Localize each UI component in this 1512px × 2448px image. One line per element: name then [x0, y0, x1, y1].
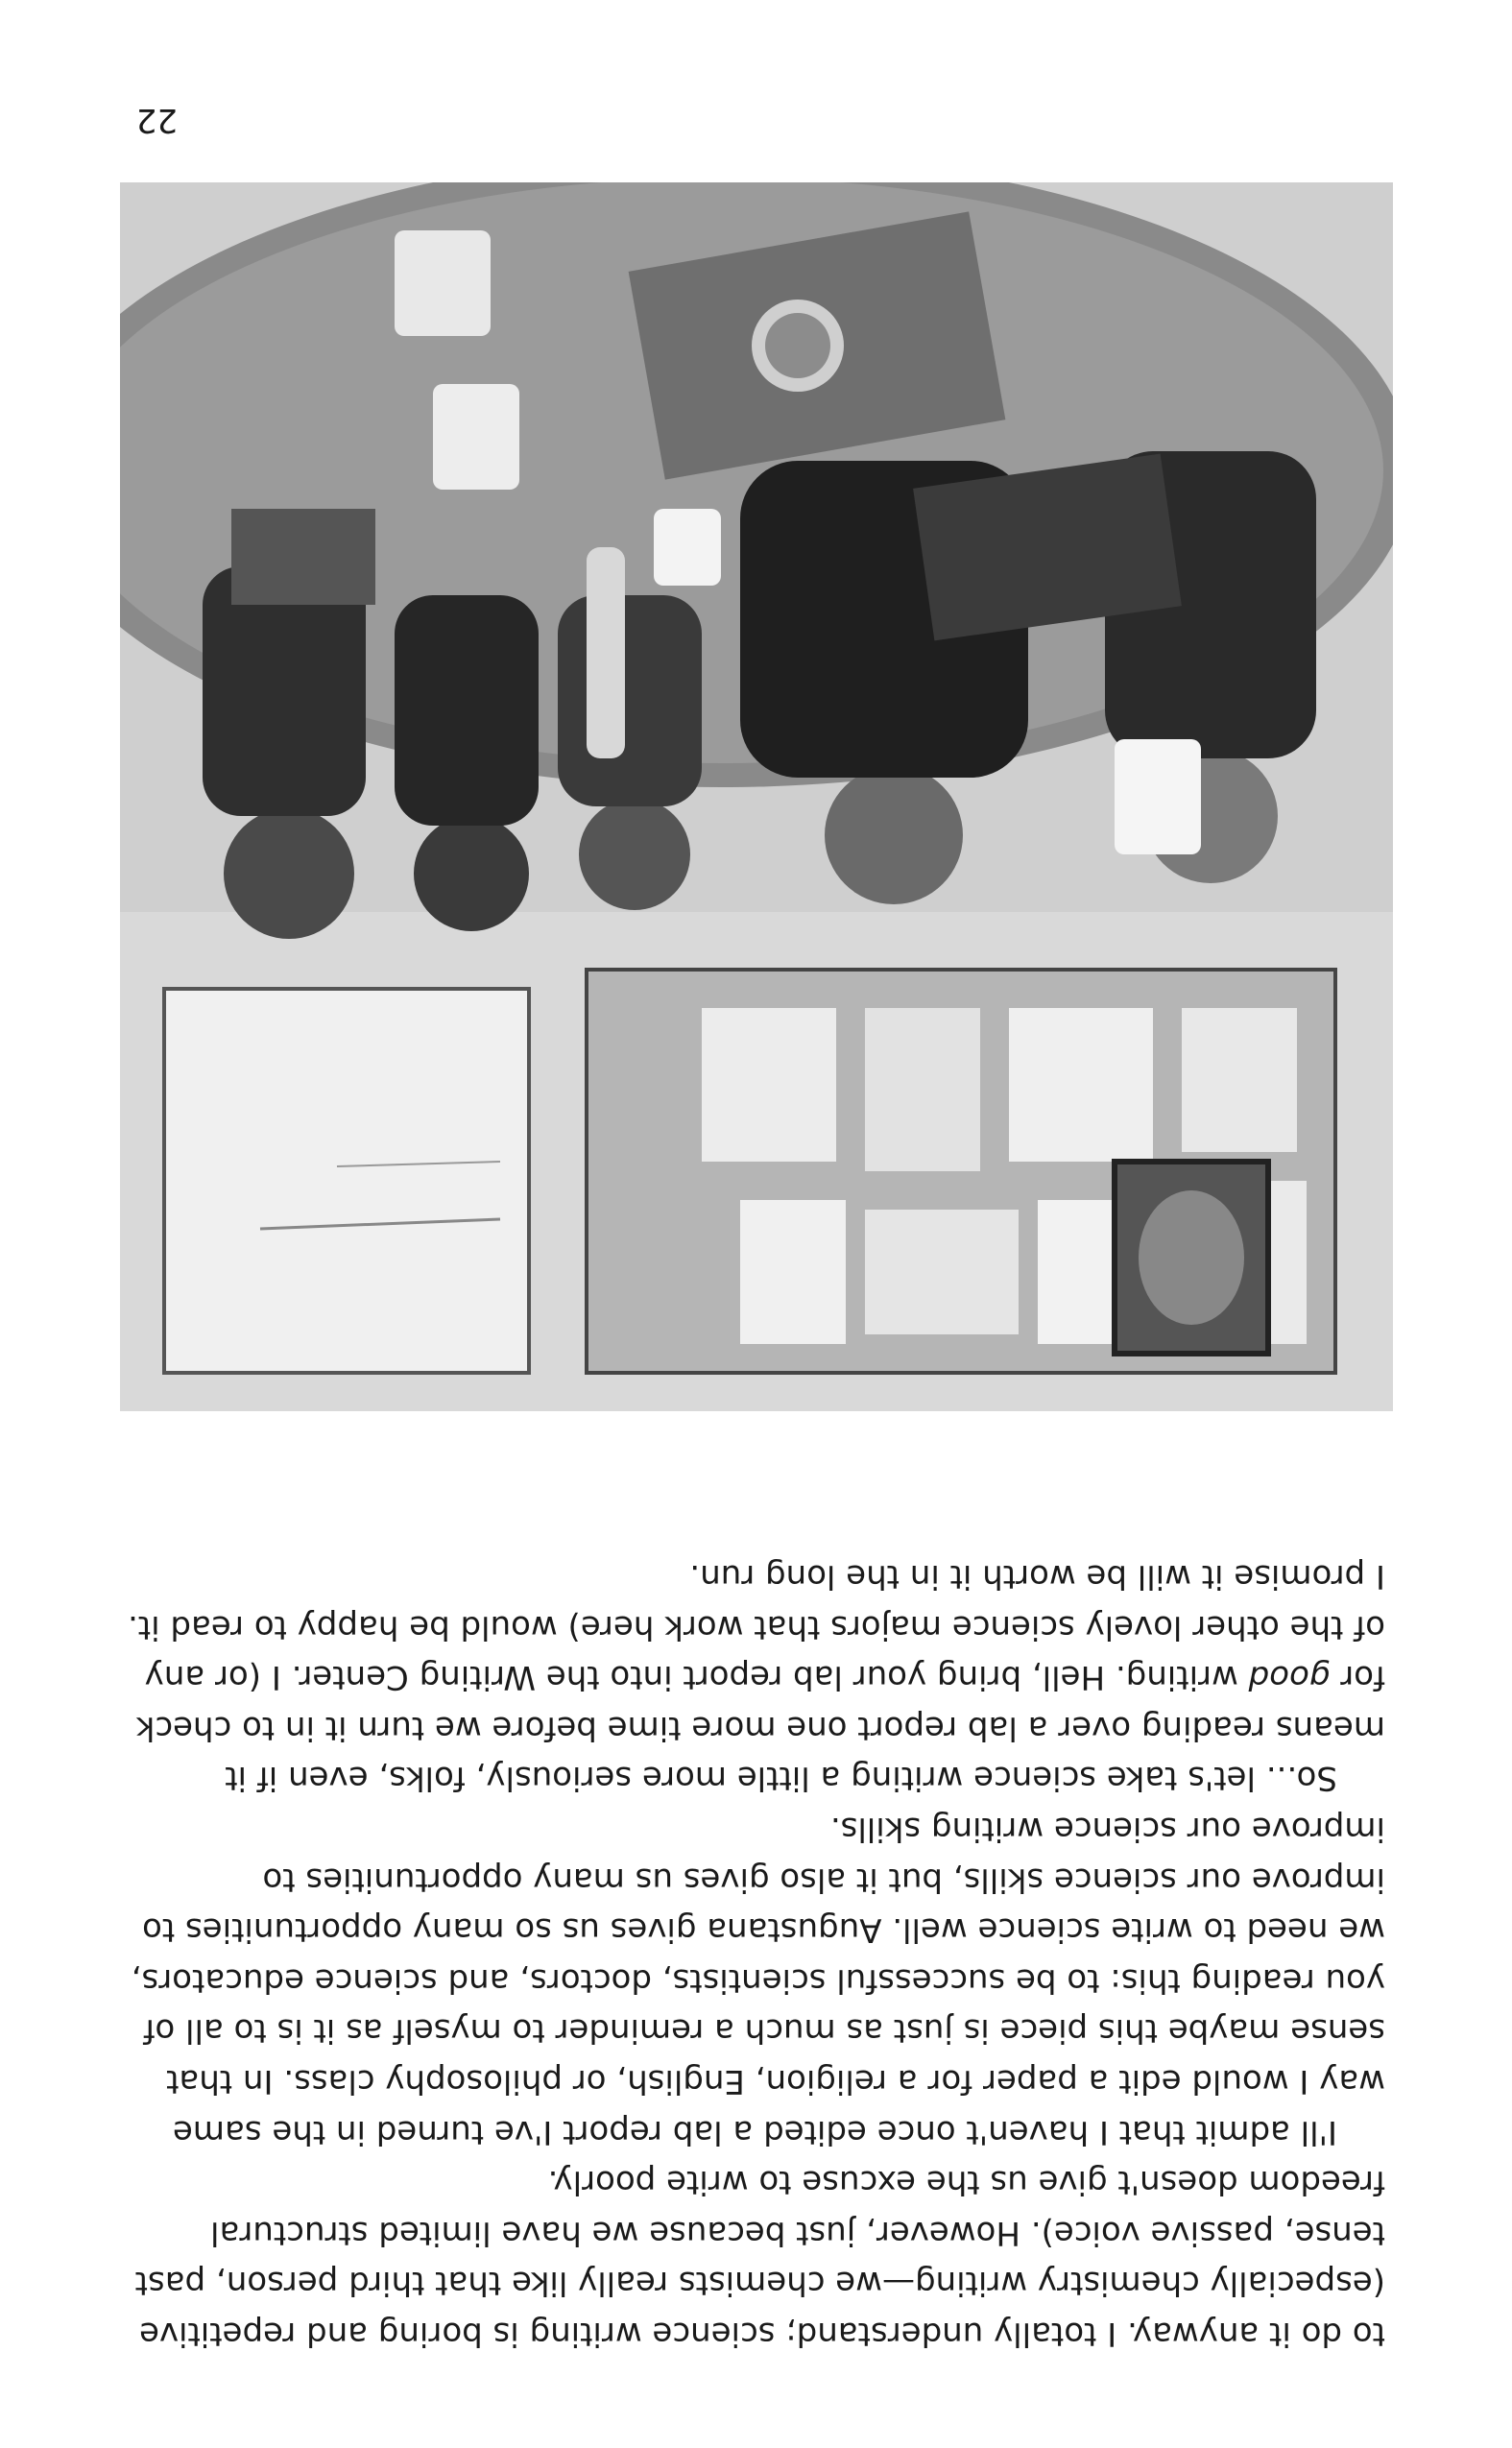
paragraph-3 [120, 1551, 1385, 1804]
group-photo-illustration [120, 182, 1393, 1411]
paragraph-2: I'll admit that I haven't once edited a lab report I've turned in the same way I would edit a paper for a religion, English, or philosophy class. In that sense maybe this piece is just as much a reminder to myself as it is to all of you reading this: to be successful scientists, doctors, and science educators, we need to write science well. Augustana gives us so many opportunities to improve our science skills, but it also gives us many opportunities to improve our science writing skills. [131, 1810, 1385, 2151]
paragraph-1: to do it anyway. I totally understand; science writing is boring and repetitive (especially chemistry writing—we chemists really like that third person, past tense, passive voice). However, just because we have limited structural freedom doesn't give us the excuse to write poorly. [134, 2163, 1385, 2353]
group-photo [120, 182, 1393, 1411]
emphasis-good: good [1248, 1658, 1331, 1697]
body-text [120, 1551, 1385, 2360]
page-number: 22 [135, 101, 178, 139]
paragraph-3-start: So... let's take science writing a little more seriously, folks, even if it means reading over a lab report one more time before we turn it in to check for [135, 1658, 1385, 1798]
paragraph-3-end: writing. Hell, bring your lab report into the Writing Center. I (or any of the other lovely science majors that work here) would be happy to read it. I promise it will be worth it in the long run. [128, 1557, 1385, 1697]
